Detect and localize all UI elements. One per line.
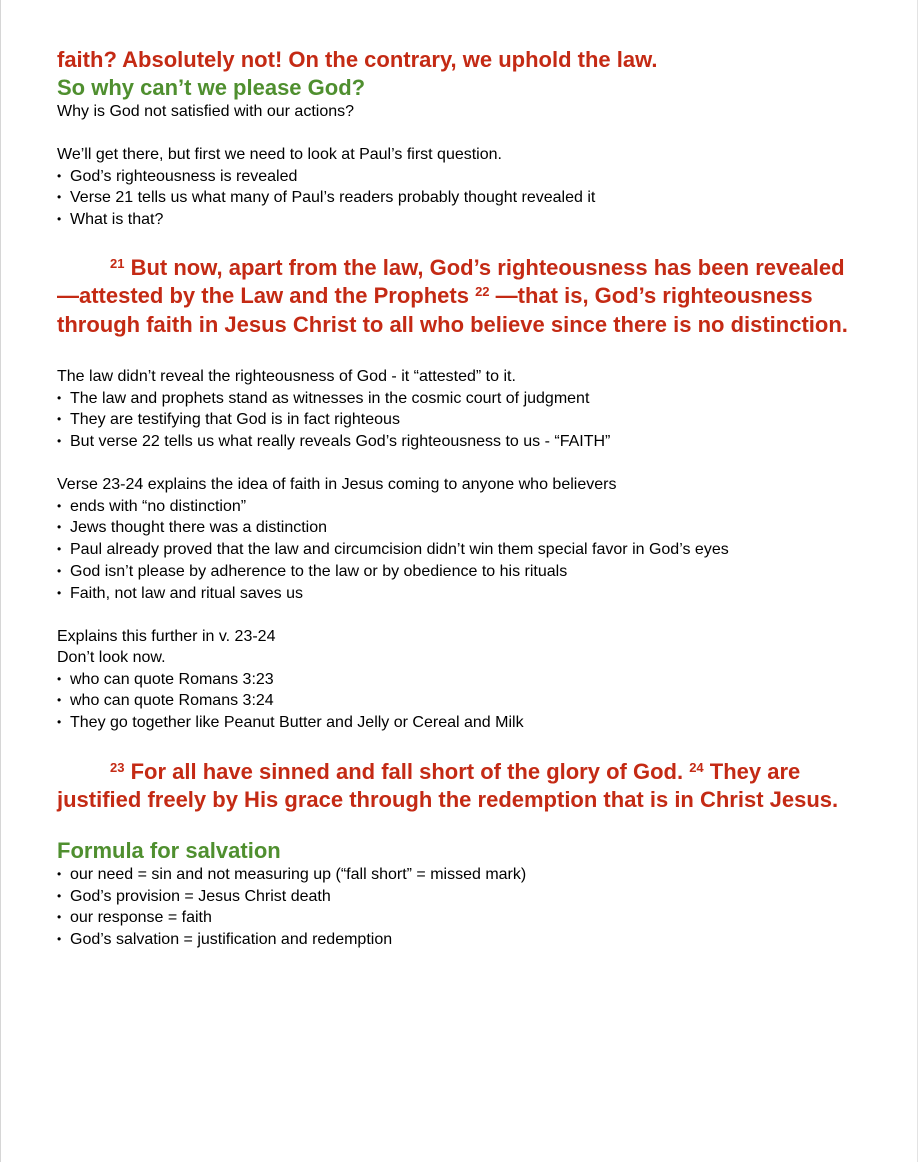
spacer bbox=[57, 604, 857, 626]
bullet-list bbox=[57, 496, 857, 605]
bullet-icon: • bbox=[57, 168, 62, 183]
bullet-icon: • bbox=[57, 434, 62, 449]
list-item-text: What is that? bbox=[70, 210, 164, 228]
paragraph: Why is God not satisfied with our actions? bbox=[57, 103, 355, 120]
list-item-text: who can quote Romans 3:24 bbox=[70, 692, 274, 710]
bullet-icon: • bbox=[57, 412, 62, 427]
list-item-text: They go together like Peanut Butter and Jelly or Cereal and Milk bbox=[70, 714, 524, 732]
spacer bbox=[57, 123, 857, 145]
scripture-verse bbox=[57, 254, 857, 340]
spacer bbox=[57, 453, 857, 475]
list-item-text: God’s salvation = justification and redemption bbox=[70, 930, 393, 948]
paragraph: Don’t look now. bbox=[57, 649, 166, 667]
verse-number: 22 bbox=[475, 284, 490, 300]
verse-number: 24 bbox=[689, 759, 704, 775]
verse-text: —that is, God’s righteousness through faith in Jesus Christ to all who believe since there is no distinction. bbox=[57, 283, 848, 337]
bullet-icon: • bbox=[57, 866, 62, 881]
scripture-verse bbox=[57, 758, 857, 815]
list-item bbox=[57, 409, 857, 431]
bullet-list bbox=[57, 669, 857, 734]
list-item-text: God isn’t please by adherence to the law or by obedience to his rituals bbox=[70, 562, 568, 580]
bullet-icon: • bbox=[57, 888, 62, 903]
verse-text: For all have sinned and fall short of the glory of God. bbox=[124, 758, 690, 784]
list-item-text: Verse 21 tells us what many of Paul’s readers probably thought revealed it bbox=[70, 189, 596, 207]
verse-number: 23 bbox=[110, 759, 125, 775]
list-item-text: ends with “no distinction” bbox=[70, 497, 247, 515]
list-item-text: Faith, not law and ritual saves us bbox=[70, 584, 304, 602]
list-item bbox=[57, 496, 857, 518]
list-item-text: God’s provision = Jesus Christ death bbox=[70, 887, 331, 905]
bullet-icon: • bbox=[57, 190, 62, 205]
paragraph: Verse 23-24 explains the idea of faith in Jesus coming to anyone who believers bbox=[57, 476, 617, 494]
bullet-icon: • bbox=[57, 498, 62, 513]
list-item bbox=[57, 431, 857, 453]
list-item-text: our need = sin and not measuring up (“fall short” = missed mark) bbox=[70, 865, 527, 883]
page-left-edge bbox=[0, 0, 1, 1162]
list-item-text: Paul already proved that the law and circumcision didn’t win them special favor in God’s eyes bbox=[70, 541, 729, 559]
list-item bbox=[57, 712, 857, 734]
list-item bbox=[57, 669, 857, 691]
list-item-text: But verse 22 tells us what really reveals God’s righteousness to us - “FAITH” bbox=[70, 433, 611, 451]
list-item bbox=[57, 907, 857, 929]
list-item-text: Jews thought there was a distinction bbox=[70, 519, 328, 537]
bullet-icon: • bbox=[57, 693, 62, 708]
list-item bbox=[57, 209, 857, 231]
list-item bbox=[57, 388, 857, 410]
spacer bbox=[57, 734, 857, 758]
bullet-icon: • bbox=[57, 671, 62, 686]
list-item bbox=[57, 187, 857, 209]
list-item bbox=[57, 166, 857, 188]
section-heading: Formula for salvation bbox=[57, 837, 281, 863]
bullet-icon: • bbox=[57, 520, 62, 535]
verse-text: They are justified freely by His grace through the redemption that is in Christ Jesus. bbox=[57, 758, 839, 813]
spacer bbox=[57, 815, 857, 837]
list-item bbox=[57, 886, 857, 908]
list-item bbox=[57, 517, 857, 539]
spacer bbox=[57, 339, 857, 366]
verse-number: 21 bbox=[110, 255, 125, 271]
list-item bbox=[57, 690, 857, 712]
paragraph: Explains this further in v. 23-24 bbox=[57, 627, 276, 645]
verse-text: But now, apart from the law, God’s righteousness has been revealed—attested by the Law and the Prophets bbox=[57, 254, 845, 309]
bullet-icon: • bbox=[57, 211, 62, 226]
bullet-list bbox=[57, 864, 857, 951]
list-item bbox=[57, 929, 857, 951]
list-item-text: who can quote Romans 3:23 bbox=[70, 670, 274, 688]
spacer bbox=[57, 231, 857, 254]
bullet-icon: • bbox=[57, 931, 62, 946]
bullet-icon: • bbox=[57, 563, 62, 578]
bullet-list bbox=[57, 388, 857, 453]
bullet-icon: • bbox=[57, 910, 62, 925]
list-item bbox=[57, 539, 857, 561]
paragraph: The law didn’t reveal the righteousness of God - it “attested” to it. bbox=[57, 368, 516, 386]
document-body bbox=[57, 46, 857, 951]
list-item bbox=[57, 864, 857, 886]
list-item-text: They are testifying that God is in fact righteous bbox=[70, 411, 400, 429]
intro-verse-line: faith? Absolutely not! On the contrary, we uphold the law. bbox=[57, 47, 658, 72]
list-item bbox=[57, 561, 857, 583]
list-item-text: God’s righteousness is revealed bbox=[70, 167, 298, 185]
bullet-list bbox=[57, 166, 857, 231]
list-item bbox=[57, 583, 857, 605]
bullet-icon: • bbox=[57, 585, 62, 600]
bullet-icon: • bbox=[57, 542, 62, 557]
section-heading: So why can’t we please God? bbox=[57, 75, 366, 100]
bullet-icon: • bbox=[57, 715, 62, 730]
bullet-icon: • bbox=[57, 390, 62, 405]
list-item-text: our response = faith bbox=[70, 909, 212, 927]
list-item-text: The law and prophets stand as witnesses in the cosmic court of judgment bbox=[70, 389, 590, 407]
paragraph: We’ll get there, but first we need to look at Paul’s first question. bbox=[57, 146, 502, 163]
